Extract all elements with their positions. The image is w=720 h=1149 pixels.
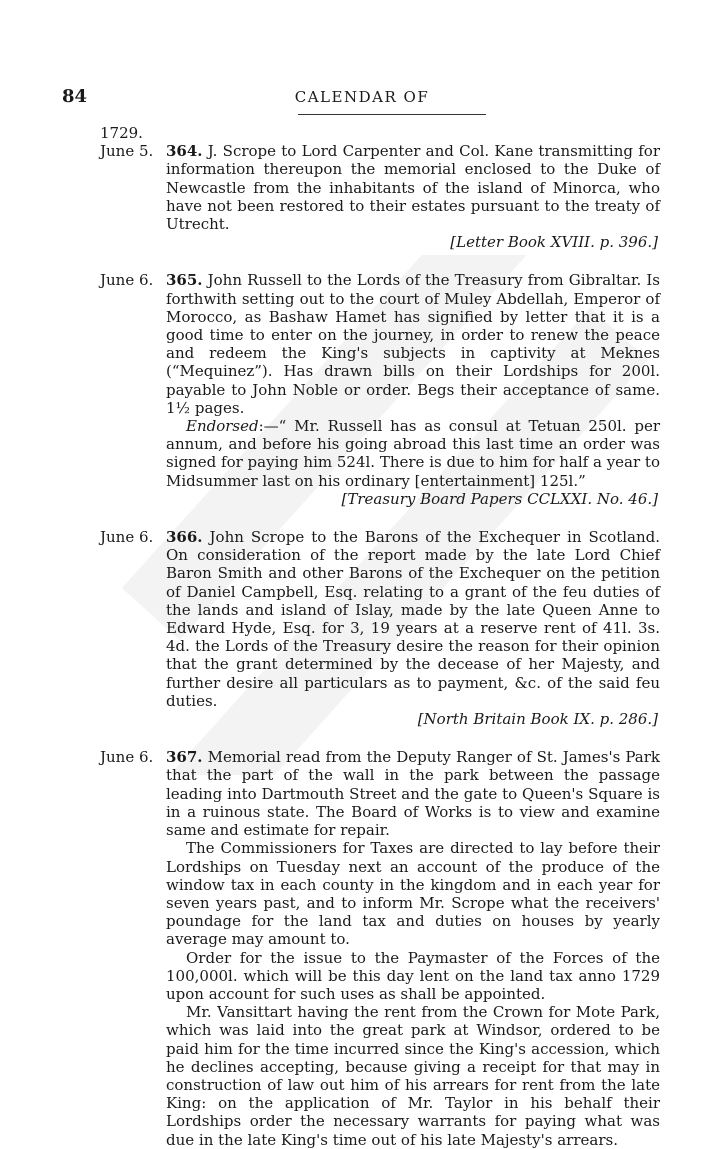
entry-date xyxy=(100,124,162,160)
calendar-entries xyxy=(100,124,660,1149)
entry-text: J. Scrope to Lord Carpenter and Col. Kane transmitting for information thereupon the memorial enclosed to the Duke of Newcastle from the inhabitants of the island of Minorca, who have not been restored to their estates pursuant to the treaty of Utrecht. xyxy=(166,142,660,233)
entry-text: John Russell to the Lords of the Treasury from Gibraltar. Is forthwith setting out to the court of Muley Abdellah, Emperor of Morocco, as Bashaw Hamet has signified by letter that it is a good time to enter on the journey, in order to renew the peace and redeem the King's subjects in captivity at Meknes (“Mequinez”). Has drawn bills on their Lordships for 200l. payable to John Noble or order. Begs their acceptance of same. 1½ pages. xyxy=(166,271,660,417)
entry-year: 1729. xyxy=(100,124,143,142)
entry-text: Memorial read from the Deputy Ranger of St. James's Park that the part of the wall in the park between the passage leading into Dartmouth Street and the gate to Queen's Square is in a ruinous state. The Board of Works is to view and examine same and estimate for repair. xyxy=(166,748,660,840)
entry-number: 365. xyxy=(166,271,203,290)
entry-paragraph: Mr. Vansittart having the rent from the Crown for Mote Park, which was laid into the great park at Windsor, ordered to be paid him for the time incurred since the King's accession, which he declines accepting, because giving a receipt for that may in construction of law out him of his arrears for rent from the late King: on the application of Mr. Taylor in his behalf their Lordships order the necessary warrants for paying what was due in the late King's time out of his late Majesty's arrears. xyxy=(166,1003,660,1149)
endorsed-label: Endorsed xyxy=(186,417,259,436)
entry-date: June 6. xyxy=(100,748,154,767)
entry-text: John Scrope to the Barons of the Exchequer in Scotland. On consideration of the report made by the late Lord Chief Baron Smith and other Barons of the Exchequer on the petition of Daniel Campbell, Esq. relating to a grant of the feu duties of the lands and island of Islay, made by the late Queen Anne to Edward Hyde, Esq. for 3, 19 years at a reserve rent of 41l. 3s. 4d. the Lords of the Treasury desire the reason for their opinion that the grant determined by the decease of her Majesty, and further desire all particulars as to payment, &c. of the said feu duties. xyxy=(166,528,660,710)
entry-body xyxy=(166,142,660,233)
entry-364 xyxy=(100,124,660,251)
entry-367 xyxy=(100,748,660,1148)
endorsed-text: :—“ Mr. Russell has as consul at Tetuan 250l. per annum, and before his going abroad this last time an order was signed for paying him 524l. There is due to him for half a year to Midsummer last on his ordinary [entertainment] 125l.” xyxy=(166,417,660,490)
running-head: CALENDAR OF xyxy=(294,88,430,106)
entry-date: June 6. xyxy=(100,271,154,290)
entry-number: 366. xyxy=(166,528,203,547)
page-header xyxy=(62,86,662,112)
entry-body xyxy=(166,271,660,417)
entry-citation: [Treasury Board Papers CCLXXI. No. 46.] xyxy=(341,489,658,508)
entry-number: 367. xyxy=(166,748,203,767)
entry-number: 364. xyxy=(166,142,203,161)
entry-date: June 6. xyxy=(100,528,154,547)
entry-body xyxy=(166,528,660,710)
entry-citation: [Letter Book XVIII. p. 396.] xyxy=(450,233,658,252)
entry-endorsement xyxy=(166,417,660,490)
entry-body xyxy=(166,748,660,839)
entry-paragraph: Order for the issue to the Paymaster of the Forces of the 100,000l. which will be this day lent on the land tax anno 1729 upon account for such uses as shall be appointed. xyxy=(166,948,660,1003)
entry-366 xyxy=(100,528,660,728)
page-number: 84 xyxy=(62,86,88,107)
entry-paragraph: The Commissioners for Taxes are directed to lay before their Lordships on Tuesday next an account of the produce of the window tax in each county in the kingdom and in each year for seven years past, and to inform Mr. Scrope what the receivers' poundage for the land tax and duties on houses by yearly average may amount to. xyxy=(166,839,660,949)
header-rule xyxy=(298,114,486,115)
entry-citation: [North Britain Book IX. p. 286.] xyxy=(417,710,658,729)
entry-365 xyxy=(100,271,660,508)
entry-day: June 5. xyxy=(100,142,154,161)
